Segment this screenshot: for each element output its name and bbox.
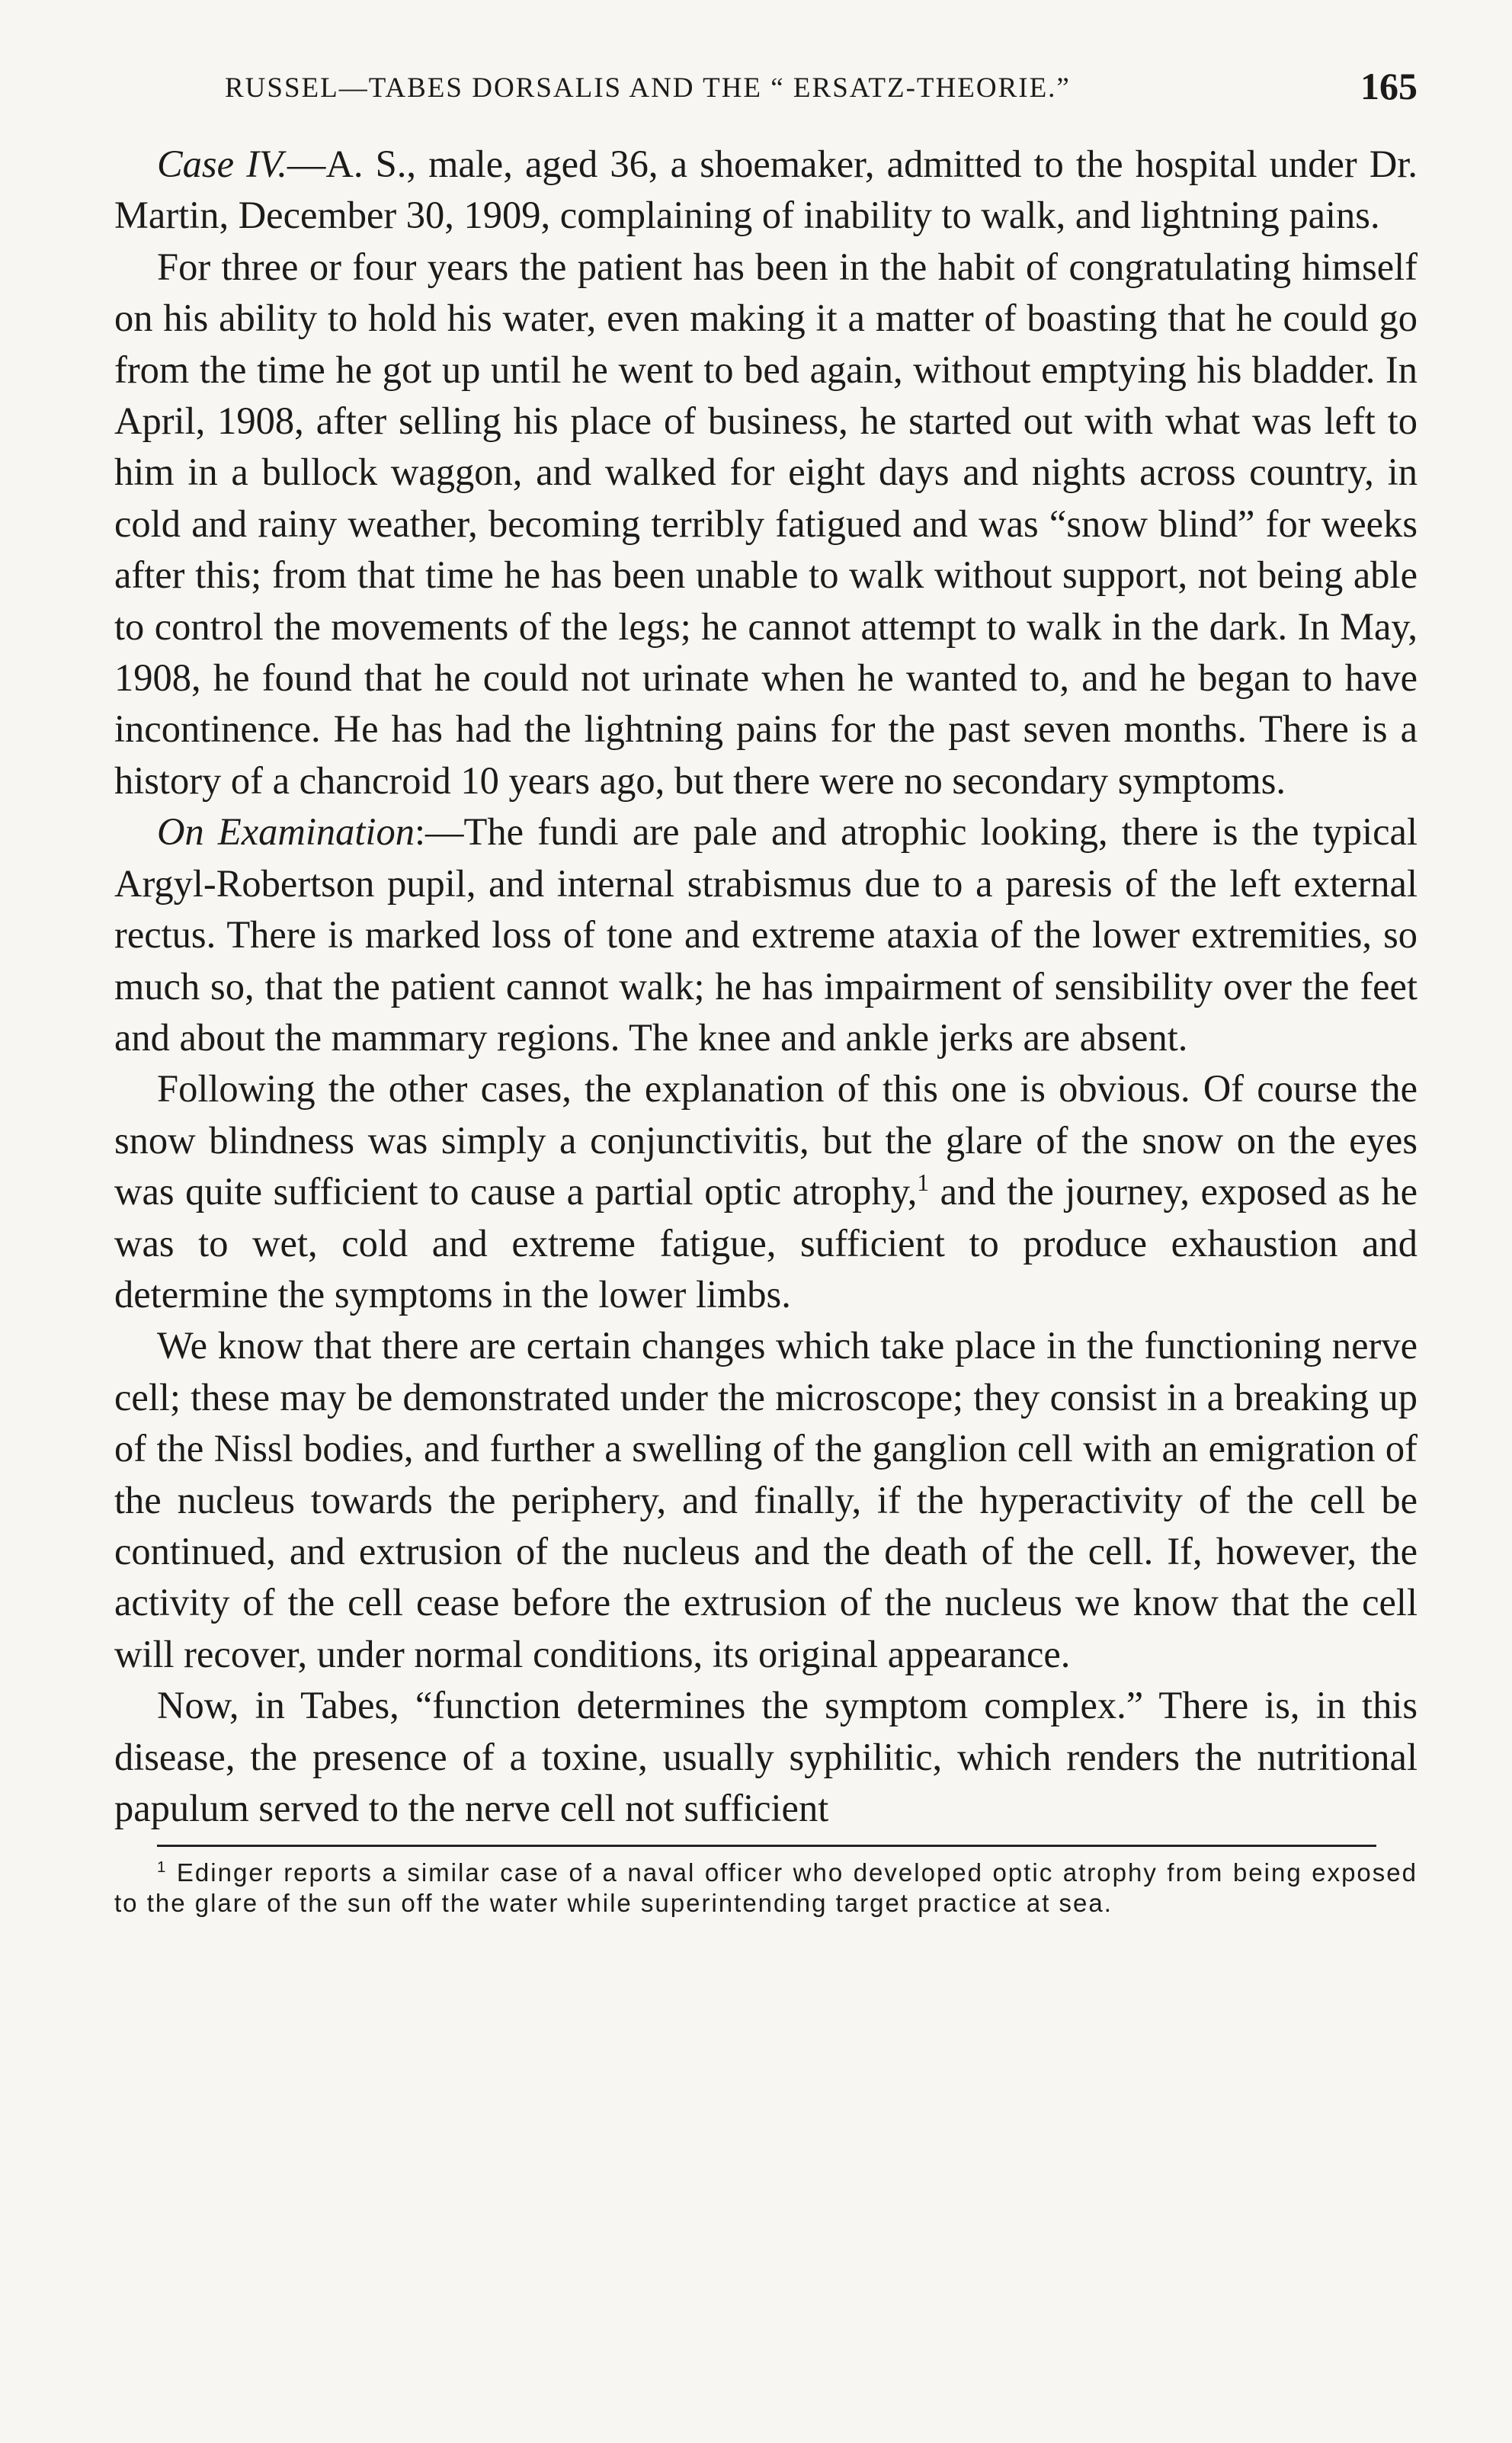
- paragraph-text: —A. S., male, aged 36, a shoemaker, admitted to the hospital under Dr. Martin, December 30, 1909, complaining of inability to walk, and lightning pains.: [114, 143, 1418, 237]
- paragraph-text: :—The fundi are pale and atrophic looking, there is the typical Argyl-Robertson pupil, and internal strabismus due to a paresis of the left external rectus. There is marked loss of tone and extreme ataxia of the lower extremities, so much so, that the patient cannot walk; he has impairment of sensibility over the feet and about the mammary regions. The knee and ankle jerks are absent.: [114, 810, 1418, 1059]
- paragraph-text: For three or four years the patient has been in the habit of congratulating himself on his ability to hold his water, even making it a matter of boasting that he could go from the time he got up until he went to bed again, without emptying his bladder. In April, 1908, after selling his place of business, he started out with what was left to him in a bullock waggon, and walked for eight days and nights across country, in cold and rainy weather, becoming terribly fatigued and was “snow blind” for weeks after this; from that time he has been unable to walk without support, not being able to control the movements of the legs; he cannot attempt to walk in the dark. In May, 1908, he found that he could not urinate when he wanted to, and he began to have incontinence. He has had the lightning pains for the past seven months. There is a history of a chancroid 10 years ago, but there were no secondary symptoms.: [114, 245, 1418, 802]
- paragraph-history: [114, 242, 1418, 806]
- paragraph-text-continued: and the journey, exposed as he was to wet, cold and extreme fatigue, sufficient to produce exhaustion and determine the symptoms in the lower limbs.: [114, 1170, 1418, 1316]
- paragraph-text: Following the other cases, the explanation of this one is obvious. Of course the snow blindness was simply a conjunctivitis, but the glare of the snow on the eyes was quite sufficient to cause a partial optic atrophy,: [114, 1067, 1418, 1213]
- footnote-text: Edinger reports a similar case of a naval officer who developed optic atrophy from being exposed to the glare of the sun off the water while superintending target practice at sea.: [114, 1858, 1418, 1918]
- footnote-reference: 1: [917, 1169, 930, 1197]
- paragraph-text: We know that there are certain changes which take place in the functioning nerve cell; these may be demonstrated under the microscope; they consist in a breaking up of the Nissl bodies, and further a swelling of the ganglion cell with an emigration of the nucleus towards the periphery, and finally, if the hyperactivity of the cell be continued, and extrusion of the nucleus and the death of the cell. If, however, the activity of the cell cease before the extrusion of the nucleus we know that the cell will recover, under normal conditions, its original appearance.: [114, 1324, 1418, 1675]
- paragraph-text: Now, in Tabes, “function determines the symptom complex.” There is, in this disease, the presence of a toxine, usually syphilitic, which renders the nutritional papulum served to the nerve cell not sufficient: [114, 1684, 1418, 1829]
- examination-heading: On Examination: [157, 810, 415, 854]
- footnote-divider: [157, 1845, 1376, 1847]
- footnote-marker: 1: [157, 1858, 168, 1877]
- footnote: [114, 1858, 1418, 1919]
- paragraph-nerve-cell: [114, 1320, 1418, 1680]
- paragraph-tabes: [114, 1680, 1418, 1834]
- paragraph-explanation: [114, 1063, 1418, 1320]
- paragraph-case-iv: [114, 139, 1418, 242]
- running-head-title: RUSSEL—TABES DORSALIS AND THE “ ERSATZ-THEORIE.”: [225, 72, 1071, 104]
- case-heading: Case IV.: [157, 143, 287, 185]
- footnote-paragraph: [114, 1858, 1418, 1919]
- paragraph-examination: [114, 806, 1418, 1063]
- running-head: [114, 61, 1418, 122]
- page-number: 165: [1360, 65, 1418, 107]
- body-text: [114, 139, 1418, 1834]
- page: [114, 61, 1418, 1919]
